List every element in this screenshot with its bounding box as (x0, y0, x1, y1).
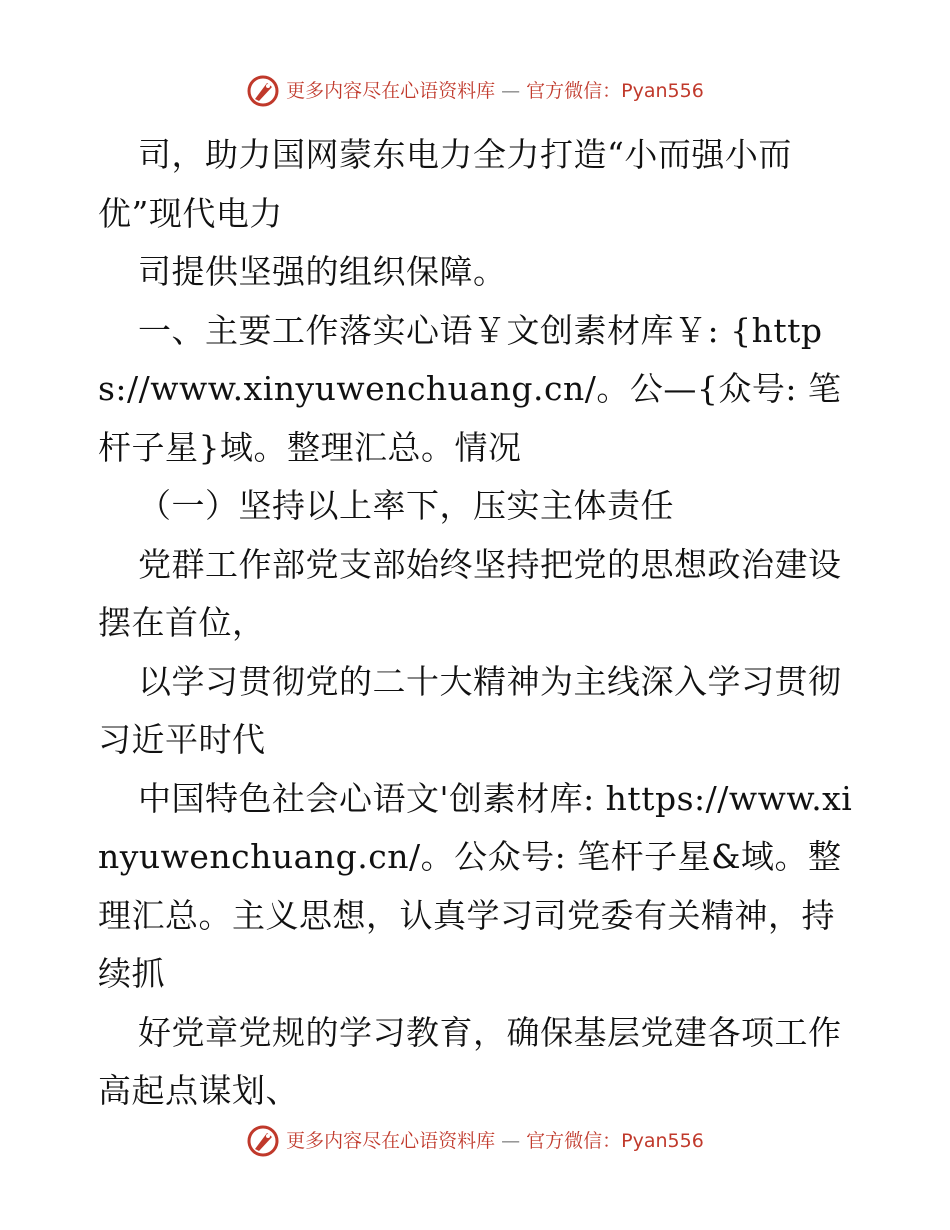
banner-text: 更多内容尽在心语资料库 (286, 80, 496, 102)
banner-contact: 官方微信：Pyan556 (526, 80, 704, 102)
paragraph-6: 好党章党规的学习教育，确保基层党建各项工作高起点谋划、 (98, 1012, 842, 1110)
banner-contact: 官方微信：Pyan556 (526, 1130, 704, 1152)
subsection-heading-1: （一）坚持以上率下，压实主体责任 (138, 486, 674, 525)
paragraph-1: 司，助力国网蒙东电力全力打造“小而强小而优”现代电力 (98, 135, 792, 233)
paragraph-5: 中国特色社会心语文'创素材库: https://www.xinyuwenchuang.cn/。公众号: 笔杆子星&域。整理汇总。主义思想，认真学习司党委有关精神，持续抓 (98, 778, 853, 993)
footer-banner (0, 1124, 950, 1158)
pen-nib-logo-icon (246, 1124, 280, 1158)
banner-separator: — (501, 1130, 521, 1152)
pen-nib-logo-icon (246, 74, 280, 108)
paragraph-4: 以学习贯彻党的二十大精神为主线深入学习贯彻习近平时代 (98, 661, 842, 759)
document-body (98, 126, 858, 1121)
section-heading-1: 一、主要工作落实心语￥文创素材库￥: {https://www.xinyuwenchuang.cn/。公—{众号: 笔杆子星}域。整理汇总。情况 (98, 310, 842, 467)
header-banner (0, 74, 950, 108)
paragraph-2: 司提供坚强的组织保障。 (138, 252, 507, 291)
paragraph-3: 党群工作部党支部始终坚持把党的思想政治建设摆在首位， (98, 544, 842, 642)
banner-separator: — (501, 80, 521, 102)
banner-text: 更多内容尽在心语资料库 (286, 1130, 496, 1152)
